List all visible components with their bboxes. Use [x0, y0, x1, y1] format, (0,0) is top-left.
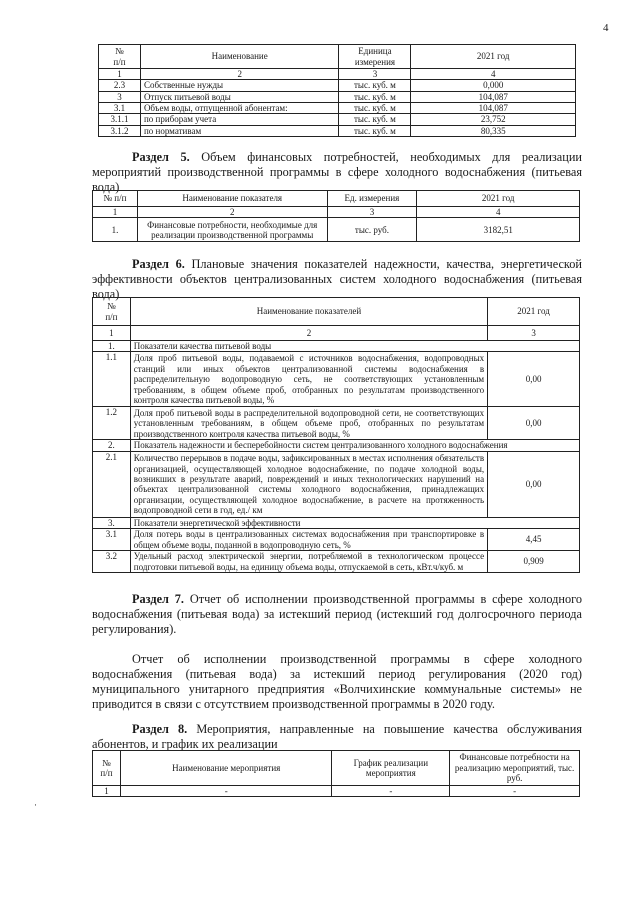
row-finance: -: [450, 786, 580, 797]
row-name: Объем воды, отпущенной абонентам:: [140, 103, 339, 114]
row-unit: тыс. куб. м: [339, 103, 411, 114]
row-name: -: [120, 786, 331, 797]
row-number: 3: [99, 91, 141, 102]
row-value: 104,087: [411, 91, 576, 102]
group-row: [93, 440, 580, 451]
row-value: 0,00: [488, 352, 580, 407]
table-row: [93, 218, 580, 242]
row-number: 3.2: [93, 551, 131, 573]
row-value: 4,45: [488, 529, 580, 551]
row-value: 80,335: [411, 125, 576, 136]
section-6-heading: [92, 257, 582, 302]
row-unit: тыс. куб. м: [339, 114, 411, 125]
row-name: Доля потерь воды в централизованных системах водоснабжения при транспортировке в общем объеме воды, поданной в водопроводную сеть, %: [130, 529, 487, 551]
row-unit: тыс. куб. м: [339, 125, 411, 136]
col-indicator-header: Наименование показателя: [137, 191, 327, 207]
row-number: 1.1: [93, 352, 131, 407]
row-number: 1.: [93, 218, 138, 242]
table-row: [99, 103, 576, 114]
table-row: [93, 529, 580, 551]
numbering-cell: 2: [140, 69, 339, 80]
row-number: 3.1.2: [99, 125, 141, 136]
row-unit: тыс. куб. м: [339, 91, 411, 102]
row-name: Доля проб питьевой воды, подаваемой с источников водоснабжения, водопроводных станций или иных объектов централизованной системы водоснабжения в распределительную водопроводную сеть, не соответствующих установленным требованиям, в общем объеме проб, отобранных по результатам производственного контроля качества питьевой воды, %: [130, 352, 487, 407]
row-number: 1.: [93, 341, 131, 352]
group-row: [93, 341, 580, 352]
section-6-text: Плановые значения показателей надежности, качества, энергетической эффективности объектов централизованных систем холодного водоснабжения (питьевая вода): [92, 257, 583, 301]
section-5-heading: [92, 150, 582, 195]
col-schedule-header: График реализации мероприятия: [332, 751, 450, 786]
row-name: Собственные нужды: [140, 80, 339, 91]
group-title: Показатели энергетической эффективности: [130, 517, 579, 528]
page-number: 4: [603, 22, 609, 34]
row-number: 2.: [93, 440, 131, 451]
col-year-header: 2021 год: [417, 191, 580, 207]
row-name: Количество перерывов в подаче воды, зафиксированных в местах исполнения обязательств организацией, осуществляющей холодное водоснабжение, по подаче холодной воды, возникших в результате аварий, повреждений и иных технологических нарушений на объектах централизованной системы холодного водоснабжения, принадлежащих организации, осуществляющей холодное водоснабжение, в расчете на протяженность водопроводной сети в год, ед./ км: [130, 451, 487, 517]
row-number: 3.1: [93, 529, 131, 551]
col-year-header: 2021 год: [488, 298, 580, 326]
col-indicator-header: Наименование показателей: [130, 298, 487, 326]
row-name: Доля проб питьевой воды в распределительной водопроводной сети, не соответствующих установленным требованиям, в общем объеме проб, отобранных по результатам производственного контроля качества питьевой воды, %: [130, 407, 487, 440]
table-row: [93, 352, 580, 407]
numbering-cell: 2: [137, 207, 327, 218]
row-name: Отпуск питьевой воды: [140, 91, 339, 102]
table-row: [93, 551, 580, 573]
finance-table: [92, 190, 580, 242]
row-value: 0,909: [488, 551, 580, 573]
col-activity-header: Наименование мероприятия: [120, 751, 331, 786]
row-value: 0,000: [411, 80, 576, 91]
col-name-header: Наименование: [140, 45, 339, 69]
table-row: [99, 125, 576, 136]
row-value: 23,752: [411, 114, 576, 125]
section-7-text: Отчет об исполнении производственной программы в сфере холодного водоснабжения (питьевая вода) за истекший период (истекший год долгосрочного периода регулирования).: [92, 592, 582, 636]
col-unit-header: Ед. измерения: [327, 191, 417, 207]
col-year-header: 2021 год: [411, 45, 576, 69]
row-unit: тыс. руб.: [327, 218, 417, 242]
row-name: по приборам учета: [140, 114, 339, 125]
section-5-label: Раздел 5.: [132, 150, 190, 164]
table-row: [93, 407, 580, 440]
numbering-cell: 1: [93, 326, 131, 341]
col-number-header: № п/п: [93, 191, 138, 207]
group-title: Показатели качества питьевой воды: [130, 341, 579, 352]
row-number: 2.3: [99, 80, 141, 91]
row-number: 2.1: [93, 451, 131, 517]
numbering-cell: 1: [99, 69, 141, 80]
group-row: [93, 517, 580, 528]
table-row: [99, 80, 576, 91]
numbering-cell: 2: [130, 326, 487, 341]
section-5-text: Объем финансовых потребностей, необходимых для реализации мероприятий производственной программы в сфере холодного водоснабжения (питьевая вода): [92, 150, 582, 194]
section-7-heading: [92, 592, 582, 637]
numbering-cell: 1: [93, 207, 138, 218]
row-value: 0,00: [488, 451, 580, 517]
row-name: Финансовые потребности, необходимые для реализации производственной программы: [137, 218, 327, 242]
group-title: Показатель надежности и бесперебойности систем централизованного холодного водоснабжения: [130, 440, 579, 451]
row-schedule: -: [332, 786, 450, 797]
col-number-header: № п/п: [93, 751, 121, 786]
numbering-cell: 3: [327, 207, 417, 218]
section-6-label: Раздел 6.: [132, 257, 185, 271]
col-number-header: № п/п: [99, 45, 141, 69]
row-number: 1.2: [93, 407, 131, 440]
table-row: [93, 451, 580, 517]
table-row: [99, 114, 576, 125]
col-number-header: № п/п: [93, 298, 131, 326]
row-name: по нормативам: [140, 125, 339, 136]
row-number: 3.1.1: [99, 114, 141, 125]
section-8-heading: [92, 722, 582, 752]
numbering-cell: 4: [411, 69, 576, 80]
numbering-cell: 3: [488, 326, 580, 341]
section-7-label: Раздел 7.: [132, 592, 184, 606]
col-unit-header: Единица измерения: [339, 45, 411, 69]
row-number: 3.: [93, 517, 131, 528]
table-row: [99, 91, 576, 102]
numbering-cell: 3: [339, 69, 411, 80]
activities-table: [92, 750, 580, 797]
report-paragraph: Отчет об исполнении производственной программы в сфере холодного водоснабжения (питьевая вода) за истекший период регулирования (2020 год) муниципального унитарного предприятия «Волчихинские коммунальные системы» не приводится в связи с отсутствием производственной программы в 2020 году.: [92, 652, 582, 711]
row-value: 104,087: [411, 103, 576, 114]
volume-table: [98, 44, 576, 137]
scan-mark: ·: [34, 800, 37, 810]
table-row: [93, 786, 580, 797]
row-name: Удельный расход электрической энергии, потребляемой в технологическом процессе подготовки питьевой воды, на единицу объема воды, отпускаемой в сеть, кВт.ч/куб. м: [130, 551, 487, 573]
row-number: 1: [93, 786, 121, 797]
col-finance-header: Финансовые потребности на реализацию мероприятий, тыс. руб.: [450, 751, 580, 786]
numbering-cell: 4: [417, 207, 580, 218]
row-unit: тыс. куб. м: [339, 80, 411, 91]
row-value: 3182,51: [417, 218, 580, 242]
section-8-text: Мероприятия, направленные на повышение качества обслуживания абонентов, и график их реализации: [92, 722, 583, 751]
row-value: 0,00: [488, 407, 580, 440]
section-8-label: Раздел 8.: [132, 722, 188, 736]
indicators-table: [92, 297, 580, 573]
row-number: 3.1: [99, 103, 141, 114]
